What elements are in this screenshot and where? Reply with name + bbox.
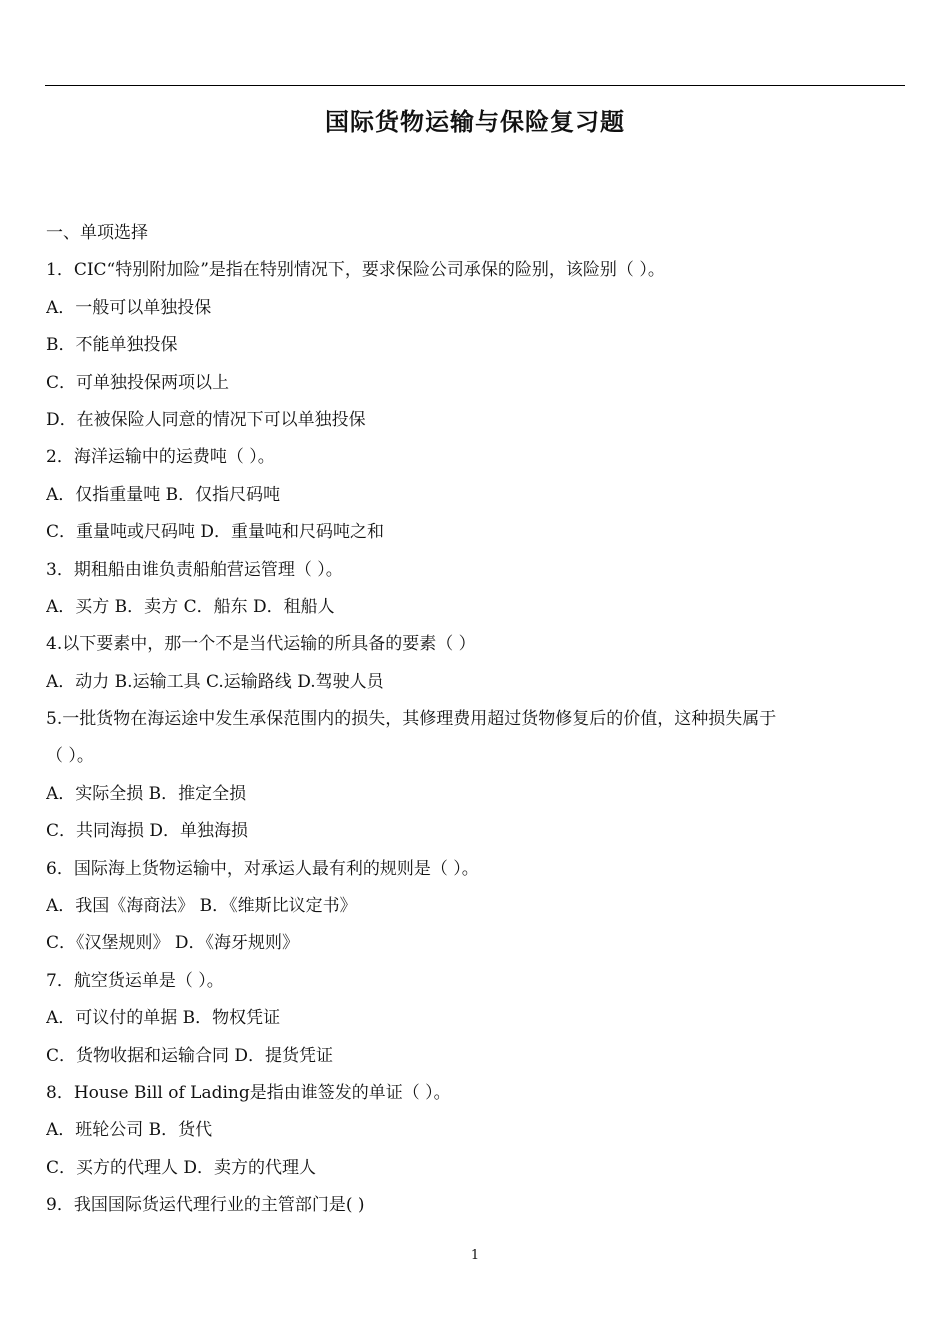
page-number: 1 [470, 1248, 480, 1263]
question-6: 6．国际海上货物运输中，对承运人最有利的规则是（ ）。 [46, 858, 479, 879]
header-rule [45, 85, 905, 86]
question-8-options-ab: A．班轮公司 B．货代 [46, 1120, 213, 1141]
section-heading: 一、单项选择 [46, 223, 148, 243]
question-1-option-d: D．在被保险人同意的情况下可以单独投保 [46, 409, 366, 430]
question-2-options-ab: A．仅指重量吨 B．仅指尺码吨 [46, 484, 281, 505]
question-5: 5.一批货物在海运途中发生承保范围内的损失，其修理费用超过货物修复后的价值，这种损失属于 [46, 709, 777, 730]
question-7: 7．航空货运单是（ ）。 [46, 970, 224, 991]
question-4-options: A．动力 B.运输工具 C.运输路线 D.驾驶人员 [46, 671, 384, 692]
question-5-options-cd: C．共同海损 D．单独海损 [46, 821, 249, 842]
question-6-options-ab: A．我国《海商法》 B．《维斯比议定书》 [46, 896, 357, 917]
question-1: 1．CIC“特别附加险”是指在特别情况下，要求保险公司承保的险别，该险别（ ）。 [46, 260, 665, 281]
question-5-options-ab: A．实际全损 B．推定全损 [46, 783, 247, 804]
question-7-options-ab: A．可议付的单据 B．物权凭证 [46, 1008, 281, 1029]
question-5-continued: （ ）。 [46, 746, 94, 767]
document-title: 国际货物运输与保险复习题 [325, 107, 625, 136]
question-4: 4.以下要素中，那一个不是当代运输的所具备的要素（ ） [46, 634, 476, 655]
document-body [46, 221, 906, 1231]
question-3-options: A．买方 B．卖方 C．船东 D．租船人 [46, 596, 335, 617]
question-2: 2．海洋运输中的运费吨（ ）。 [46, 447, 275, 468]
question-9: 9．我国国际货运代理行业的主管部门是( ) [46, 1195, 365, 1216]
question-1-option-c: C．可单独投保两项以上 [46, 372, 230, 393]
question-6-options-cd: C．《汉堡规则》 D．《海牙规则》 [46, 933, 300, 954]
question-3: 3．期租船由谁负责船舶营运管理（ ）。 [46, 559, 343, 580]
question-1-option-b: B．不能单独投保 [46, 335, 178, 356]
question-1-option-a: A．一般可以单独投保 [46, 297, 212, 318]
question-8-options-cd: C．买方的代理人 D．卖方的代理人 [46, 1157, 317, 1178]
question-8: 8．House Bill of Lading是指由谁签发的单证（ ）。 [46, 1082, 451, 1103]
question-2-options-cd: C．重量吨或尺码吨 D．重量吨和尺码吨之和 [46, 522, 385, 543]
question-7-options-cd: C．货物收据和运输合同 D．提货凭证 [46, 1045, 334, 1066]
